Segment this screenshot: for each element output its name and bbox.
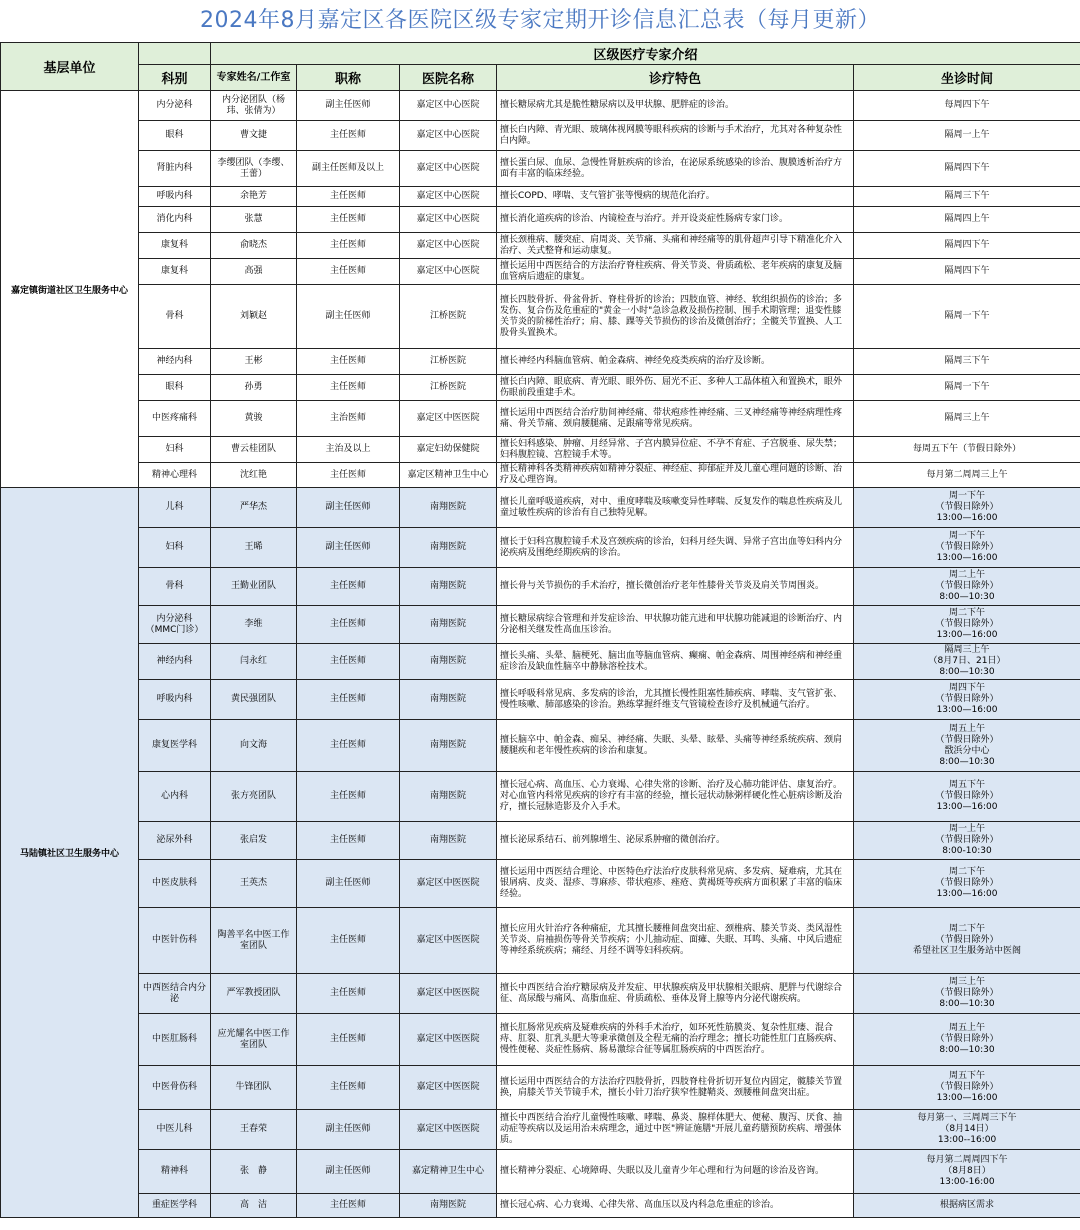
hospital-cell: 南翔医院 [400, 488, 497, 528]
dept-cell: 眼科 [139, 121, 211, 151]
rank-cell: 主任医师 [297, 207, 400, 233]
hospital-cell: 嘉定区中心医院 [400, 207, 497, 233]
expert-cell: 沈红艳 [211, 463, 297, 488]
hospital-cell: 嘉定区中医医院 [400, 1014, 497, 1066]
feature-cell: 擅长运用中西医结合治疗肋间神经痛、带状疱疹性神经痛、三叉神经痛等神经病理性疼痛、骨关节痛、颈肩腰腿痛、足跟痛等常见疾病。 [497, 401, 854, 437]
rank-cell: 主任医师 [297, 1194, 400, 1218]
rank-cell: 副主任医师及以上 [297, 151, 400, 187]
rank-cell: 主治及以上 [297, 437, 400, 463]
feature-cell: 擅长运用中西医结合的方法治疗脊柱疾病、骨关节炎、骨质疏松、老年疾病的康复及脑血管病后遗症的康复。 [497, 259, 854, 285]
feature-cell: 擅长儿童呼吸道疾病，对中、重度哮喘及咳嗽变异性哮喘、反复发作的喘息性疾病及儿童过敏性疾病的诊治有自己独特见解。 [497, 488, 854, 528]
header-time: 坐诊时间 [854, 65, 1080, 91]
expert-cell: 王英杰 [211, 860, 297, 908]
hospital-cell: 嘉定区中医医院 [400, 1110, 497, 1150]
expert-cell: 余艳芳 [211, 187, 297, 207]
dept-cell: 重症医学科 [139, 1194, 211, 1218]
rank-cell: 主任医师 [297, 606, 400, 644]
time-cell: 每周四下午 [854, 91, 1080, 121]
dept-cell: 中医骨伤科 [139, 1066, 211, 1110]
feature-cell: 擅长糖尿病尤其是脆性糖尿病以及甲状腺、肥胖症的诊治。 [497, 91, 854, 121]
expert-cell: 王晞 [211, 528, 297, 568]
rank-cell: 副主任医师 [297, 285, 400, 349]
expert-cell: 张方亮团队 [211, 772, 297, 822]
table-row [1, 401, 1080, 437]
dept-cell: 中医儿科 [139, 1110, 211, 1150]
table-row [1, 720, 1080, 772]
table-row [1, 974, 1080, 1014]
feature-cell: 擅长脑卒中、帕金森、痴呆、神经痛、失眠、头晕、眩晕、头痛等神经系统疾病、颈肩腰腿疾和老年慢性疾病的诊治和康复。 [497, 720, 854, 772]
rank-cell: 副主任医师 [297, 488, 400, 528]
time-cell: 周五上午 （节假日除外） 8:00—10:30 [854, 1014, 1080, 1066]
hospital-cell: 江桥医院 [400, 349, 497, 375]
time-cell: 周一下午 （节假日除外） 13:00—16:00 [854, 488, 1080, 528]
rank-cell: 主任医师 [297, 680, 400, 720]
expert-cell: 陶善平名中医工作室团队 [211, 908, 297, 974]
rank-cell: 副主任医师 [297, 1150, 400, 1194]
rank-cell: 主任医师 [297, 463, 400, 488]
dept-cell: 消化内科 [139, 207, 211, 233]
expert-cell: 曹云桂团队 [211, 437, 297, 463]
hospital-cell: 江桥医院 [400, 285, 497, 349]
expert-cell: 李维 [211, 606, 297, 644]
dept-cell: 康复医学科 [139, 720, 211, 772]
rank-cell: 主任医师 [297, 121, 400, 151]
time-cell: 隔周三上午 （8月7日、21日） 8:00—10:30 [854, 644, 1080, 680]
table-row [1, 644, 1080, 680]
dept-cell: 中西医结合内分泌 [139, 974, 211, 1014]
feature-cell: 擅长白内障、青光眼、玻璃体视网膜等眼科疾病的诊断与手术治疗，尤其对各种复杂性白内障。 [497, 121, 854, 151]
feature-cell: 擅长蛋白尿、血尿、急慢性肾脏疾病的诊治，在泌尿系统感染的诊治、腹膜透析治疗方面有丰富的临床经验。 [497, 151, 854, 187]
header-group: 区级医疗专家介绍 [211, 43, 1080, 65]
hospital-cell: 南翔医院 [400, 528, 497, 568]
table-row [1, 822, 1080, 860]
time-cell: 周三上午 （节假日除外） 8:00—10:30 [854, 974, 1080, 1014]
time-cell: 根据病区需求 [854, 1194, 1080, 1218]
hospital-cell: 嘉定区中心医院 [400, 187, 497, 207]
expert-cell: 王勤业团队 [211, 568, 297, 606]
header-rank: 职称 [297, 65, 400, 91]
time-cell: 周五上午 （节假日除外） 戬浜分中心 8:00—10:30 [854, 720, 1080, 772]
hospital-cell: 南翔医院 [400, 1194, 497, 1218]
table-row [1, 1194, 1080, 1218]
feature-cell: 擅长运用中西医结合理论、中医特色疗法治疗皮肤科常见病、多发病、疑难病，尤其在银屑病、皮炎、湿疹、荨麻疹、带状疱疹、痤疮、黄褐斑等疾病方面积累了丰富的临床经验。 [497, 860, 854, 908]
dept-cell: 内分泌科 [139, 91, 211, 121]
header-feature: 诊疗特色 [497, 65, 854, 91]
feature-cell: 擅长冠心病、高血压、心力衰竭、心律失常的诊断、治疗及心肺功能评估、康复治疗。对心血管内科常见疾病的诊疗有丰富的经验，擅长冠状动脉粥样硬化性心脏病诊断及治疗，擅长冠脉造影及介入手术。 [497, 772, 854, 822]
time-cell: 周二下午 （节假日除外） 13:00—16:00 [854, 860, 1080, 908]
dept-cell: 中医肛肠科 [139, 1014, 211, 1066]
table-row [1, 1150, 1080, 1194]
dept-cell: 内分泌科 （MMC门诊） [139, 606, 211, 644]
expert-cell: 李缨团队（李缨、王蕾） [211, 151, 297, 187]
expert-cell: 黄民强团队 [211, 680, 297, 720]
table-body [1, 91, 1080, 1218]
dept-cell: 呼吸内科 [139, 187, 211, 207]
expert-cell: 闫永红 [211, 644, 297, 680]
table-row [1, 375, 1080, 401]
hospital-cell: 南翔医院 [400, 644, 497, 680]
rank-cell: 主任医师 [297, 187, 400, 207]
feature-cell: 擅长糖尿病综合管理和并发症诊治、甲状腺功能亢进和甲状腺功能减退的诊断治疗、内分泌相关继发性高血压诊治。 [497, 606, 854, 644]
time-cell: 周五下午 （节假日除外） 13:00—16:00 [854, 1066, 1080, 1110]
feature-cell: 擅长白内障、眼底病、青光眼、眼外伤、屈光不正、多种人工晶体植入和置换术，眼外伤眼前段重建手术。 [497, 375, 854, 401]
feature-cell: 擅长消化道疾病的诊治、内镜检查与治疗。并开设炎症性肠病专家门诊。 [497, 207, 854, 233]
dept-cell: 肾脏内科 [139, 151, 211, 187]
time-cell: 隔周四下午 [854, 259, 1080, 285]
expert-cell: 王春荣 [211, 1110, 297, 1150]
dept-cell: 妇科 [139, 528, 211, 568]
rank-cell: 主任医师 [297, 1014, 400, 1066]
rank-cell: 主任医师 [297, 974, 400, 1014]
expert-cell: 向文海 [211, 720, 297, 772]
time-cell: 每周五下午（节假日除外） [854, 437, 1080, 463]
dept-cell: 康复科 [139, 233, 211, 259]
expert-cell: 应光耀名中医工作室团队 [211, 1014, 297, 1066]
feature-cell: 擅长中西医结合治疗儿童慢性咳嗽、哮喘、鼻炎、腺样体肥大、便秘、腹泻、厌食、抽动症等疾病以及运用治未病理念，通过中医"辨证施膳"开展儿童药膳预防疾病、增强体质。 [497, 1110, 854, 1150]
feature-cell: 擅长头痛、头晕、脑梗死、脑出血等脑血管病、癫痫、帕金森病、周围神经病和神经重症诊治及缺血性脑卒中静脉溶栓技术。 [497, 644, 854, 680]
dept-cell: 精神科 [139, 1150, 211, 1194]
expert-cell: 俞晓杰 [211, 233, 297, 259]
time-cell: 周二上午 （节假日除外） 8:00—10:30 [854, 568, 1080, 606]
dept-cell: 妇科 [139, 437, 211, 463]
hospital-cell: 嘉定区中心医院 [400, 151, 497, 187]
expert-cell: 张启发 [211, 822, 297, 860]
table-row [1, 437, 1080, 463]
dept-cell: 精神心理科 [139, 463, 211, 488]
rank-cell: 副主任医师 [297, 860, 400, 908]
hospital-cell: 南翔医院 [400, 822, 497, 860]
table-row [1, 488, 1080, 528]
rank-cell: 主任医师 [297, 644, 400, 680]
time-cell: 周一下午 （节假日除外） 13:00—16:00 [854, 528, 1080, 568]
feature-cell: 擅长COPD、哮喘、支气管扩张等慢病的规范化治疗。 [497, 187, 854, 207]
time-cell: 周二下午 （节假日除外） 希望社区卫生服务站中医阁 [854, 908, 1080, 974]
rank-cell: 主任医师 [297, 259, 400, 285]
dept-cell: 中医针伤科 [139, 908, 211, 974]
feature-cell: 擅长骨与关节损伤的手术治疗，擅长微创治疗老年性膝骨关节炎及肩关节周围炎。 [497, 568, 854, 606]
table-row [1, 1014, 1080, 1066]
hospital-cell: 嘉定区中医医院 [400, 908, 497, 974]
hospital-cell: 嘉定区中心医院 [400, 233, 497, 259]
table-row [1, 349, 1080, 375]
expert-cell: 王彬 [211, 349, 297, 375]
expert-cell: 高 洁 [211, 1194, 297, 1218]
table-row [1, 285, 1080, 349]
feature-cell: 擅长运用中西医结合的方法治疗四肢骨折，四肢脊柱骨折切开复位内固定，髋膝关节置换，肩膝关节关节镜手术，擅长小针刀治疗狭窄性腱鞘炎、颈腰椎间盘突出症。 [497, 1066, 854, 1110]
hospital-cell: 南翔医院 [400, 680, 497, 720]
expert-cell: 高强 [211, 259, 297, 285]
feature-cell: 擅长肛肠常见疾病及疑难疾病的外科手术治疗，如环死性筋膜炎、复杂性肛瘘、混合痔、肛裂、肛乳头肥大等秉承微创及全程无痛的治疗理念；擅长功能性肛门直肠疾病、慢性便秘、炎症性肠病、肠易激综合征等属肛肠疾病的中西医治疗。 [497, 1014, 854, 1066]
expert-cell: 黄骏 [211, 401, 297, 437]
table-row [1, 91, 1080, 121]
expert-cell: 曹文捷 [211, 121, 297, 151]
rank-cell: 主任医师 [297, 568, 400, 606]
feature-cell: 擅长中西医结合治疗糖尿病及并发症、甲状腺疾病及甲状腺相关眼病、肥胖与代谢综合征、高尿酸与痛风、高脂血症、骨质疏松、垂体及肾上腺等内分泌代谢疾病。 [497, 974, 854, 1014]
dept-cell: 骨科 [139, 285, 211, 349]
dept-cell: 中医疼痛科 [139, 401, 211, 437]
feature-cell: 擅长精神科各类精神疾病如精神分裂症、神经症、抑郁症并及儿童心理问题的诊断、治疗及心理咨询。 [497, 463, 854, 488]
time-cell: 隔周三上午 [854, 401, 1080, 437]
time-cell: 周二下午 （节假日除外） 13:00—16:00 [854, 606, 1080, 644]
table-row [1, 568, 1080, 606]
table-row [1, 860, 1080, 908]
dept-cell: 骨科 [139, 568, 211, 606]
dept-cell: 神经内科 [139, 349, 211, 375]
time-cell: 隔周四上午 [854, 207, 1080, 233]
dept-cell: 泌尿外科 [139, 822, 211, 860]
expert-cell: 孙勇 [211, 375, 297, 401]
table-row [1, 207, 1080, 233]
rank-cell: 副主任医师 [297, 528, 400, 568]
table-row [1, 259, 1080, 285]
expert-schedule-table [0, 42, 1080, 1218]
hospital-cell: 嘉定区中心医院 [400, 121, 497, 151]
hospital-cell: 嘉定区精神卫生中心 [400, 463, 497, 488]
rank-cell: 主任医师 [297, 349, 400, 375]
feature-cell: 擅长精神分裂症、心境障碍、失眠以及儿童青少年心理和行为问题的诊治及咨询。 [497, 1150, 854, 1194]
time-cell: 周一上午 （节假日除外） 8:00-10:30 [854, 822, 1080, 860]
rank-cell: 副主任医师 [297, 91, 400, 121]
table-row [1, 680, 1080, 720]
table-row [1, 772, 1080, 822]
table-row [1, 233, 1080, 259]
dept-cell: 眼科 [139, 375, 211, 401]
hospital-cell: 嘉定精神卫生中心 [400, 1150, 497, 1194]
dept-cell: 呼吸内科 [139, 680, 211, 720]
time-cell: 隔周四下午 [854, 233, 1080, 259]
time-cell: 每月第二周周三上午 [854, 463, 1080, 488]
table-row [1, 121, 1080, 151]
table-row [1, 151, 1080, 187]
dept-cell: 心内科 [139, 772, 211, 822]
hospital-cell: 南翔医院 [400, 720, 497, 772]
time-cell: 周五下午 （节假日除外） 13:00—16:00 [854, 772, 1080, 822]
time-cell: 隔周一下午 [854, 285, 1080, 349]
header-blank [139, 43, 211, 65]
feature-cell: 擅长颈椎病、腰突症、肩周炎、关节痛、头痛和神经痛等的肌骨超声引导下精准化介入治疗、关式整脊和运动康复。 [497, 233, 854, 259]
header-dept: 科别 [139, 65, 211, 91]
feature-cell: 擅长神经内科脑血管病、帕金森病、神经免疫类疾病的治疗及诊断。 [497, 349, 854, 375]
table-row [1, 528, 1080, 568]
table-row [1, 1066, 1080, 1110]
rank-cell: 主任医师 [297, 822, 400, 860]
hospital-cell: 嘉定区中医医院 [400, 401, 497, 437]
rank-cell: 副主任医师 [297, 1110, 400, 1150]
expert-cell: 张 静 [211, 1150, 297, 1194]
expert-cell: 牛锋团队 [211, 1066, 297, 1110]
hospital-cell: 嘉定区中医医院 [400, 974, 497, 1014]
table-row [1, 606, 1080, 644]
header-hospital: 医院名称 [400, 65, 497, 91]
table-row [1, 1110, 1080, 1150]
time-cell: 隔周一上午 [854, 121, 1080, 151]
hospital-cell: 南翔医院 [400, 606, 497, 644]
dept-cell: 康复科 [139, 259, 211, 285]
table-row [1, 187, 1080, 207]
time-cell: 隔周一下午 [854, 375, 1080, 401]
expert-cell: 张慧 [211, 207, 297, 233]
expert-cell: 严军教授团队 [211, 974, 297, 1014]
dept-cell: 儿科 [139, 488, 211, 528]
feature-cell: 擅长冠心病、心力衰竭、心律失常、高血压以及内科急危重症的诊治。 [497, 1194, 854, 1218]
table-row [1, 463, 1080, 488]
rank-cell: 主任医师 [297, 908, 400, 974]
rank-cell: 主任医师 [297, 772, 400, 822]
time-cell: 隔周三下午 [854, 187, 1080, 207]
hospital-cell: 嘉定区中心医院 [400, 259, 497, 285]
hospital-cell: 嘉定区中医医院 [400, 860, 497, 908]
unit-cell: 马陆镇社区卫生服务中心 [1, 488, 139, 1218]
hospital-cell: 南翔医院 [400, 772, 497, 822]
hospital-cell: 嘉定区中心医院 [400, 91, 497, 121]
feature-cell: 擅长泌尿系结石、前列腺增生、泌尿系肿瘤的微创治疗。 [497, 822, 854, 860]
rank-cell: 主任医师 [297, 233, 400, 259]
expert-cell: 严华杰 [211, 488, 297, 528]
feature-cell: 擅长呼吸科常见病、多发病的诊治，尤其擅长慢性阻塞性肺疾病、哮喘、支气管扩张、慢性咳嗽、肺部感染的诊治。熟练掌握纤维支气管镜检查诊疗及机械通气治疗。 [497, 680, 854, 720]
feature-cell: 擅长四肢骨折、骨盆骨折、脊柱骨折的诊治；四肢血管、神经、软组织损伤的诊治；多发伤、复合伤及危重症的"黄金一小时"急诊急救及损伤控制、围手术期管理；退变性膝关节炎的阶梯性治疗；肩、膝、踝等关节损伤的诊治及微创治疗；全髋关节置换、人工股骨头置换术。 [497, 285, 854, 349]
time-cell: 每月第二周周四下午 （8月8日） 13:00-16:00 [854, 1150, 1080, 1194]
feature-cell: 擅长应用火针治疗各种痛症，尤其擅长腰椎间盘突出症、颈椎病、膝关节炎、类风湿性关节炎、肩袖损伤等骨关节疾病；小儿抽动症、面瘫、失眠、耳鸣、头痛、中风后遗症等神经系统疾病；痛经、月经不调等妇科疾病。 [497, 908, 854, 974]
time-cell: 隔周四下午 [854, 151, 1080, 187]
table-row [1, 908, 1080, 974]
hospital-cell: 江桥医院 [400, 375, 497, 401]
rank-cell: 主任医师 [297, 1066, 400, 1110]
rank-cell: 主任医师 [297, 720, 400, 772]
header-unit: 基层单位 [1, 43, 139, 91]
hospital-cell: 嘉定区中医医院 [400, 1066, 497, 1110]
hospital-cell: 南翔医院 [400, 568, 497, 606]
time-cell: 周四下午 （节假日除外） 13:00—16:00 [854, 680, 1080, 720]
dept-cell: 神经内科 [139, 644, 211, 680]
expert-cell: 刘颖赵 [211, 285, 297, 349]
feature-cell: 擅长妇科感染、肿瘤、月经异常、子宫内膜异位症、不孕不育症、子宫脱垂、尿失禁；妇科腹腔镜、宫腔镜手术等。 [497, 437, 854, 463]
dept-cell: 中医皮肤科 [139, 860, 211, 908]
unit-cell: 嘉定镇街道社区卫生服务中心 [1, 91, 139, 488]
page-title: 2024年8月嘉定区各医院区级专家定期开诊信息汇总表（每月更新） [200, 8, 880, 33]
rank-cell: 主任医师 [297, 375, 400, 401]
rank-cell: 主治医师 [297, 401, 400, 437]
expert-cell: 内分泌团队（杨玮、张倩为） [211, 91, 297, 121]
time-cell: 隔周三下午 [854, 349, 1080, 375]
feature-cell: 擅长于妇科宫腹腔镜手术及宫颈疾病的诊治，妇科月经失调、异常子宫出血等妇科内分泌疾病及围绝经期疾病的诊治。 [497, 528, 854, 568]
hospital-cell: 嘉定妇幼保健院 [400, 437, 497, 463]
time-cell: 每月第一、三周周三下午 （8月14日） 13:00--16:00 [854, 1110, 1080, 1150]
header-expert: 专家姓名/工作室 [211, 65, 297, 91]
